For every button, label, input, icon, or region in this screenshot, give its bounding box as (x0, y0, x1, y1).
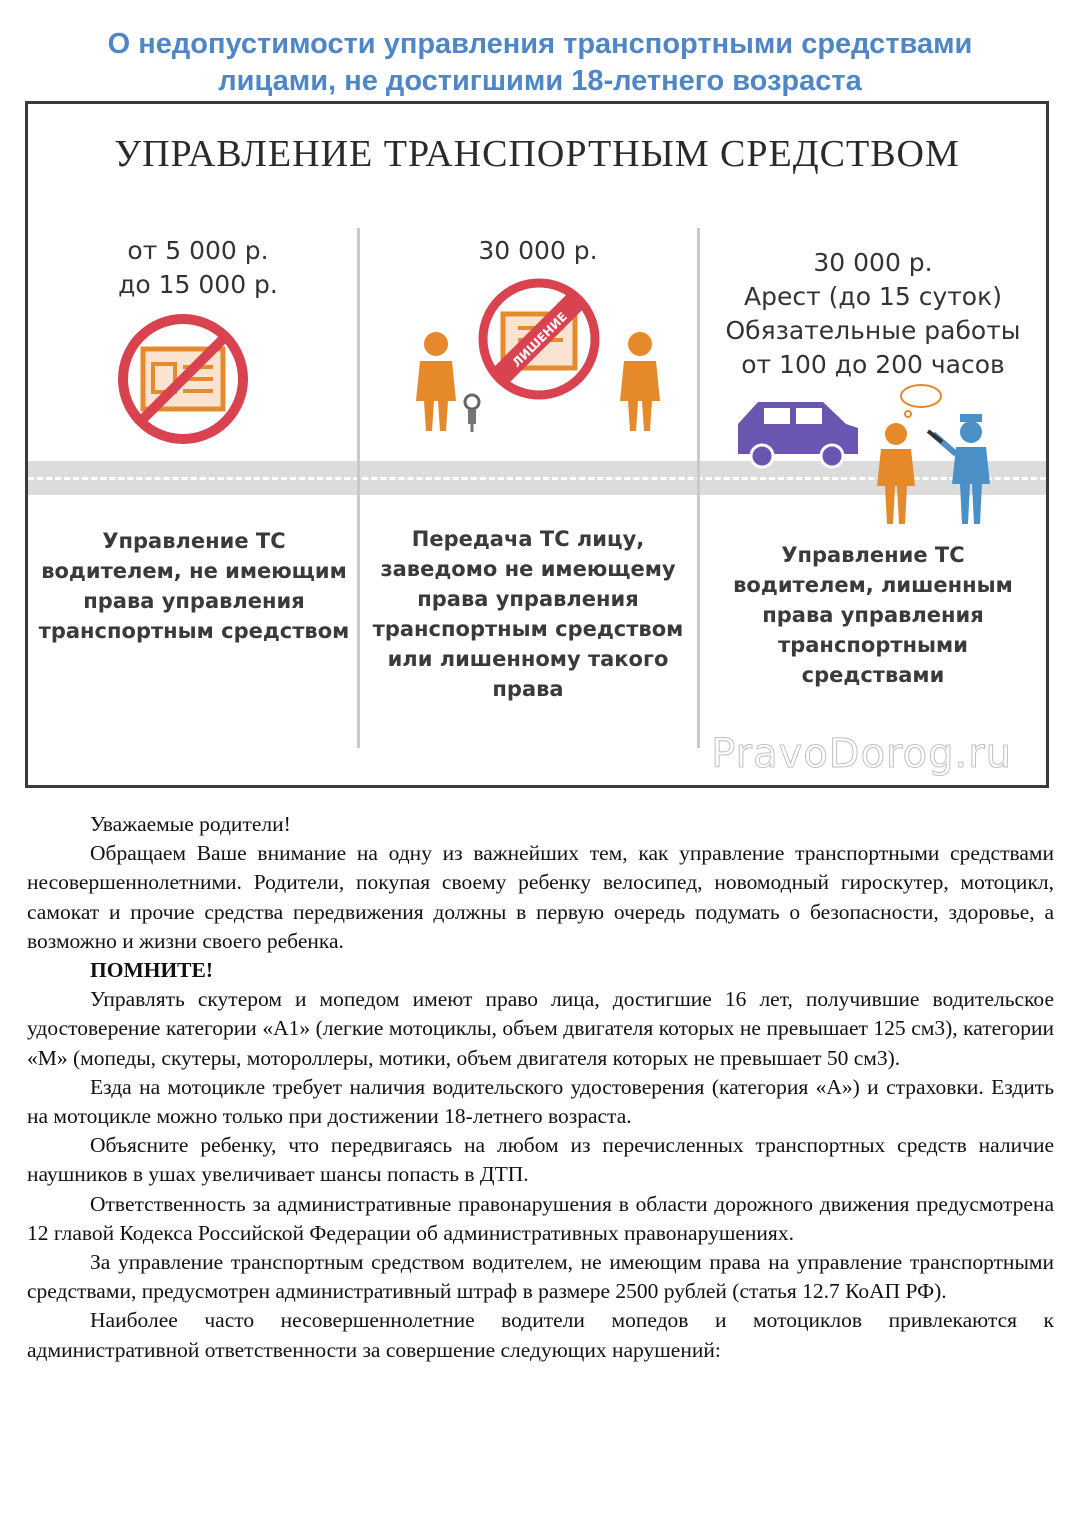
caption-line: транспортным средством (372, 617, 684, 641)
column-divider (697, 228, 700, 748)
police-stop-illustration (728, 384, 1028, 534)
paragraph: Управлять скутером и мопедом имеют право лица, достигшие 16 лет, получившие водительское удостоверение категории «А1» (легкие мотоциклы, объем двигателя которых не превышает 125 см3), категории «М» (мопеды, скутеры, мотороллеры, мотики, объем двигателя которых не превышает 50 см3). (27, 987, 1054, 1070)
fine-line: Обязательные работы (725, 316, 1021, 345)
person-icon (416, 332, 456, 431)
caption-line: водителем, лишенным (733, 573, 1013, 597)
caption-line: транспортными (778, 633, 968, 657)
fine-line: Арест (до 15 суток) (744, 282, 1002, 311)
paragraph: Обращаем Ваше внимание на одну из важнейших тем, как управление транспортными средствами несовершеннолетними. Родители, покупая своему ребенку велосипед, новомодный гироскутер, мотоцикл, самокат и прочие средства передвижения должны в первую очередь подумать о безопасности, здоровье, а возможно и жизни своего ребенка. (27, 841, 1054, 953)
caption-line: права управления (417, 587, 639, 611)
caption-line: средствами (801, 663, 945, 687)
fine-line: от 5 000 р. (127, 236, 269, 265)
caption-line: права управления (83, 589, 305, 613)
caption-line: права управления (762, 603, 984, 627)
fine-line: 30 000 р. (813, 248, 933, 277)
paragraph: Наиболее часто несовершеннолетние водители мопедов и мотоциклов привлекаются к административной ответственности за совершение следующих нарушений: (27, 1308, 1054, 1362)
fine-column-2 (408, 234, 668, 268)
caption-line: или лишенному такого (387, 647, 669, 671)
caption-column-1 (36, 526, 352, 646)
fine-line: от 100 до 200 часов (741, 350, 1005, 379)
caption-line: права (492, 677, 564, 701)
prohibited-license-icon (483, 283, 595, 395)
paragraph: Объясните ребенку, что передвигаясь на любом из перечисленных транспортных средств наличие наушников в ушах увеличивает шансы попасть в ДТП. (27, 1133, 1054, 1187)
caption-line: Управление ТС (102, 529, 286, 553)
greeting: Уважаемые родители! (90, 812, 291, 836)
paragraph: Езда на мотоцикле требует наличия водительского удостоверения (категория «А») и страховки. Ездить на мотоцикле можно только при достижении 18-летнего возраста. (27, 1074, 1054, 1129)
paragraph: Ответственность за административные правонарушения в области дорожного движения предусмотрена 12 главой Кодекса Российской Федерации об административных правонарушениях. (27, 1191, 1054, 1245)
speech-bubble-icon (901, 385, 941, 417)
caption-column-2 (368, 524, 688, 704)
caption-line: водителем, не имеющим (41, 559, 347, 583)
article-body (27, 810, 1054, 1365)
document-title (20, 26, 1060, 100)
infographic-heading: УПРАВЛЕНИЕ ТРАНСПОРТНЫМ СРЕДСТВОМ (114, 133, 960, 175)
title-line-1: О недопустимости управления транспортными средствами (107, 28, 973, 60)
fine-column-1 (68, 234, 328, 302)
caption-line: Передача ТС лицу, (411, 527, 645, 551)
remember-heading: ПОМНИТЕ! (90, 958, 214, 983)
fine-line: до 15 000 р. (118, 270, 278, 299)
prohibited-license-icon (113, 309, 253, 449)
license-transfer-illustration (408, 276, 668, 461)
paragraph: За управление транспортным средством водителем, не имеющим права на управление транспортными средствами, предусмотрен административный штраф в размере 2500 рублей (статья 12.7 КоАП РФ). (27, 1250, 1054, 1304)
person-icon (877, 423, 915, 524)
car-key-icon (465, 395, 479, 432)
caption-column-3 (708, 540, 1038, 690)
infographic (25, 101, 1049, 788)
stamp-label: ЛИШЕНИЕ (509, 309, 570, 370)
person-icon (620, 332, 660, 431)
car-icon (738, 402, 858, 467)
caption-line: транспортным средством (38, 619, 350, 643)
caption-line: заведомо не имеющему (380, 557, 676, 581)
watermark: PravoDorog.ru (711, 731, 1012, 777)
title-line-2: лицами, не достигшими 18-летнего возраста (218, 65, 862, 97)
fine-column-3 (708, 246, 1038, 382)
caption-line: Управление ТС (781, 543, 965, 567)
police-officer-icon (928, 414, 990, 524)
fine-line: 30 000 р. (478, 236, 598, 265)
column-divider (357, 228, 360, 748)
